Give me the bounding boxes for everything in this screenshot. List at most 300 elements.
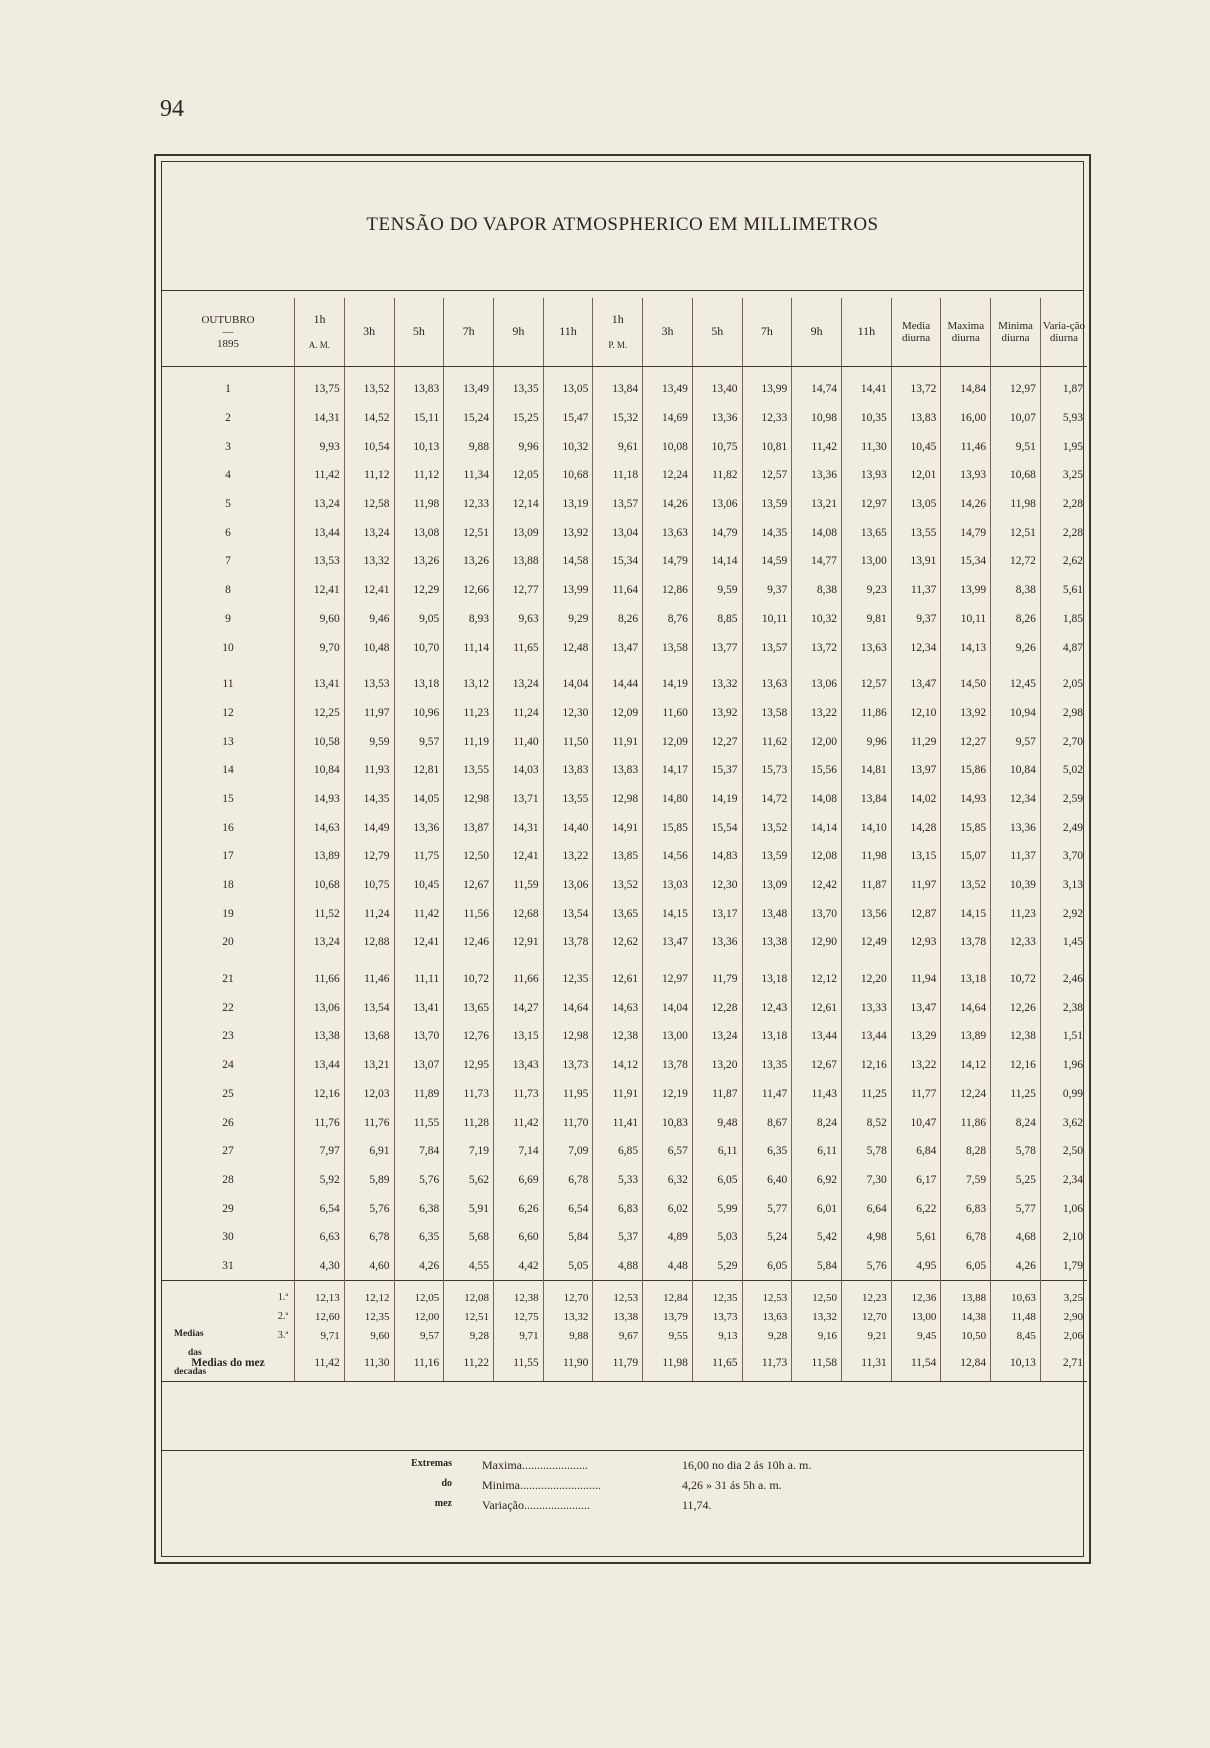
value-cell: 11,42 <box>394 899 444 928</box>
value-cell: 11,75 <box>394 842 444 871</box>
value-cell: 13,36 <box>692 928 742 957</box>
spacer-cell <box>643 367 693 376</box>
spacer-cell <box>742 662 792 670</box>
value-cell: 4,68 <box>991 1223 1041 1252</box>
value-cell: 12,16 <box>295 1080 345 1109</box>
hour-header <box>543 298 593 367</box>
value-cell: 12,48 <box>543 633 593 662</box>
spacer-cell <box>394 957 444 965</box>
extremes-value: 11,74. <box>682 1498 712 1512</box>
spacer-cell <box>991 957 1041 965</box>
value-cell: 5,42 <box>792 1223 842 1252</box>
spacer-cell <box>941 957 991 965</box>
hour-label: 3h <box>363 324 376 339</box>
value-cell: 13,21 <box>792 490 842 519</box>
spacer-cell <box>643 957 693 965</box>
value-cell: 11,42 <box>295 461 345 490</box>
value-cell: 10,72 <box>444 965 494 994</box>
value-cell: 12,50 <box>444 842 494 871</box>
day-row <box>162 670 1087 699</box>
value-cell: 12,38 <box>991 1022 1041 1051</box>
value-cell: 13,35 <box>742 1051 792 1080</box>
spacer-cell <box>444 662 494 670</box>
value-cell: 13,44 <box>792 1022 842 1051</box>
value-cell: 12,16 <box>841 1051 891 1080</box>
value-cell: 4,30 <box>295 1252 345 1281</box>
value-cell: 12,05 <box>493 461 543 490</box>
hour-header <box>295 298 345 367</box>
value-cell: 12,20 <box>841 965 891 994</box>
value-cell: 12,76 <box>444 1022 494 1051</box>
day-row <box>162 928 1087 957</box>
value-cell: 4,26 <box>991 1252 1041 1281</box>
value-cell: 3,62 <box>1040 1108 1087 1137</box>
extremes-row <box>392 1498 1052 1518</box>
value-cell: 13,24 <box>295 490 345 519</box>
value-cell: 10,81 <box>742 432 792 461</box>
day-row <box>162 1166 1087 1195</box>
decade-value-cell: 12,60 <box>295 1307 345 1326</box>
value-cell: 13,53 <box>344 670 394 699</box>
value-cell: 1,96 <box>1040 1051 1087 1080</box>
day-number: 9 <box>225 612 231 625</box>
value-cell: 13,47 <box>891 670 941 699</box>
day-number: 12 <box>222 706 234 719</box>
value-cell: 10,08 <box>643 432 693 461</box>
value-cell: 13,54 <box>344 993 394 1022</box>
value-cell: 9,59 <box>692 576 742 605</box>
value-cell: 13,49 <box>643 375 693 404</box>
month-mean-value: 11,65 <box>692 1345 742 1382</box>
value-cell: 14,05 <box>394 785 444 814</box>
value-cell: 2,50 <box>1040 1137 1087 1166</box>
value-cell: 10,83 <box>643 1108 693 1137</box>
day-number: 17 <box>222 850 234 863</box>
corner-dash: — <box>222 325 234 338</box>
day-row <box>162 1137 1087 1166</box>
value-cell: 13,52 <box>344 375 394 404</box>
title-rule <box>162 290 1083 291</box>
value-cell: 4,55 <box>444 1252 494 1281</box>
value-cell: 13,12 <box>444 670 494 699</box>
value-cell: 13,18 <box>941 965 991 994</box>
value-cell: 12,77 <box>493 576 543 605</box>
value-cell: 14,31 <box>295 404 345 433</box>
value-cell: 14,80 <box>643 785 693 814</box>
value-cell: 6,84 <box>891 1137 941 1166</box>
value-cell: 10,35 <box>841 404 891 433</box>
value-cell: 5,05 <box>543 1252 593 1281</box>
decade-value-cell: 9,13 <box>692 1326 742 1345</box>
value-cell: 14,69 <box>643 404 693 433</box>
value-cell: 11,42 <box>792 432 842 461</box>
value-cell: 11,98 <box>991 490 1041 519</box>
value-cell: 13,48 <box>742 899 792 928</box>
value-cell: 6,05 <box>941 1252 991 1281</box>
value-cell: 13,93 <box>941 461 991 490</box>
value-cell: 12,97 <box>991 375 1041 404</box>
value-cell: 5,62 <box>444 1166 494 1195</box>
value-cell: 14,64 <box>941 993 991 1022</box>
value-cell: 6,92 <box>792 1166 842 1195</box>
extremes-row <box>392 1478 1052 1498</box>
day-row <box>162 490 1087 519</box>
day-row <box>162 1223 1087 1252</box>
hour-header <box>742 298 792 367</box>
value-cell: 11,52 <box>295 899 345 928</box>
value-cell: 9,81 <box>841 605 891 634</box>
value-cell: 13,15 <box>493 1022 543 1051</box>
value-cell: 8,38 <box>792 576 842 605</box>
value-cell: 12,81 <box>394 756 444 785</box>
decade-value-cell: 9,16 <box>792 1326 842 1345</box>
value-cell: 12,79 <box>344 842 394 871</box>
value-cell: 1,06 <box>1040 1194 1087 1223</box>
value-cell: 9,26 <box>991 633 1041 662</box>
decade-value-cell: 9,28 <box>444 1326 494 1345</box>
value-cell: 4,60 <box>344 1252 394 1281</box>
spacer-cell <box>643 662 693 670</box>
value-cell: 6,83 <box>593 1194 643 1223</box>
day-row <box>162 404 1087 433</box>
value-cell: 13,19 <box>543 490 593 519</box>
value-cell: 15,85 <box>941 813 991 842</box>
value-cell: 14,03 <box>493 756 543 785</box>
day-number: 25 <box>222 1087 234 1100</box>
value-cell: 13,20 <box>692 1051 742 1080</box>
value-cell: 11,70 <box>543 1108 593 1137</box>
day-row <box>162 727 1087 756</box>
value-cell: 11,66 <box>493 965 543 994</box>
value-cell: 6,17 <box>891 1166 941 1195</box>
value-cell: 6,78 <box>941 1223 991 1252</box>
value-cell: 13,44 <box>841 1022 891 1051</box>
value-cell: 8,26 <box>593 605 643 634</box>
value-cell: 11,25 <box>841 1080 891 1109</box>
extremes-key: Variação...................... <box>482 1498 590 1512</box>
decade-number: 1.ª <box>277 1292 289 1304</box>
value-cell: 12,97 <box>643 965 693 994</box>
value-cell: 11,73 <box>444 1080 494 1109</box>
decade-value-cell: 9,28 <box>742 1326 792 1345</box>
value-cell: 11,34 <box>444 461 494 490</box>
value-cell: 11,73 <box>493 1080 543 1109</box>
value-cell: 7,59 <box>941 1166 991 1195</box>
value-cell: 14,26 <box>643 490 693 519</box>
value-cell: 13,05 <box>891 490 941 519</box>
day-number: 11 <box>222 678 234 691</box>
hour-label: 9h <box>512 324 525 339</box>
month-mean-value: 11,79 <box>593 1345 643 1382</box>
value-cell: 13,99 <box>742 375 792 404</box>
spacer-cell <box>162 367 295 376</box>
spacer-cell <box>841 662 891 670</box>
decade-value-cell: 12,13 <box>295 1285 345 1307</box>
value-cell: 16,00 <box>941 404 991 433</box>
decade-value-cell: 9,21 <box>841 1326 891 1345</box>
value-cell: 7,09 <box>543 1137 593 1166</box>
value-cell: 11,12 <box>394 461 444 490</box>
day-number: 16 <box>222 821 234 834</box>
spacer-cell <box>692 367 742 376</box>
value-cell: 14,79 <box>643 547 693 576</box>
value-cell: 14,84 <box>941 375 991 404</box>
decade-value-cell: 12,70 <box>841 1307 891 1326</box>
value-cell: 15,56 <box>792 756 842 785</box>
day-row <box>162 1051 1087 1080</box>
value-cell: 10,68 <box>991 461 1041 490</box>
value-cell: 13,57 <box>742 633 792 662</box>
value-cell: 13,71 <box>493 785 543 814</box>
value-cell: 13,32 <box>344 547 394 576</box>
value-cell: 10,72 <box>991 965 1041 994</box>
value-cell: 14,72 <box>742 785 792 814</box>
value-cell: 13,65 <box>593 899 643 928</box>
decade-number: 2.ª <box>277 1311 289 1323</box>
value-cell: 15,37 <box>692 756 742 785</box>
value-cell: 2,28 <box>1040 518 1087 547</box>
value-cell: 11,86 <box>941 1108 991 1137</box>
value-cell: 2,46 <box>1040 965 1087 994</box>
spacer-cell <box>295 662 345 670</box>
value-cell: 6,11 <box>792 1137 842 1166</box>
value-cell: 12,42 <box>792 871 842 900</box>
corner-year: 1895 <box>217 338 240 351</box>
value-cell: 3,25 <box>1040 461 1087 490</box>
value-cell: 12,57 <box>742 461 792 490</box>
value-cell: 1,95 <box>1040 432 1087 461</box>
day-number: 26 <box>222 1116 234 1129</box>
value-cell: 5,61 <box>1040 576 1087 605</box>
value-cell: 14,63 <box>593 993 643 1022</box>
value-cell: 13,55 <box>543 785 593 814</box>
spacer-cell <box>1040 662 1087 670</box>
value-cell: 2,28 <box>1040 490 1087 519</box>
value-cell: 11,94 <box>891 965 941 994</box>
day-number: 5 <box>225 498 231 511</box>
day-row <box>162 633 1087 662</box>
value-cell: 11,97 <box>344 699 394 728</box>
day-number: 15 <box>222 792 234 805</box>
value-cell: 13,72 <box>891 375 941 404</box>
corner-header <box>162 298 295 367</box>
minima-diurna-header: Minima diurna <box>991 298 1041 367</box>
table-frame <box>154 154 1091 1564</box>
month-mean-value: 11,98 <box>643 1345 693 1382</box>
extremes-row <box>392 1458 1052 1478</box>
value-cell: 1,45 <box>1040 928 1087 957</box>
value-cell: 9,96 <box>841 727 891 756</box>
value-cell: 13,78 <box>543 928 593 957</box>
value-cell: 13,18 <box>742 1022 792 1051</box>
decade-value-cell: 11,48 <box>991 1307 1041 1326</box>
value-cell: 5,25 <box>991 1166 1041 1195</box>
value-cell: 5,78 <box>991 1137 1041 1166</box>
decade-value-cell: 12,08 <box>444 1285 494 1307</box>
value-cell: 13,09 <box>493 518 543 547</box>
value-cell: 14,15 <box>643 899 693 928</box>
decade-value-cell: 9,55 <box>643 1326 693 1345</box>
value-cell: 8,28 <box>941 1137 991 1166</box>
day-row <box>162 547 1087 576</box>
value-cell: 5,68 <box>444 1223 494 1252</box>
value-cell: 13,63 <box>841 633 891 662</box>
value-cell: 11,19 <box>444 727 494 756</box>
value-cell: 8,67 <box>742 1108 792 1137</box>
value-cell: 14,41 <box>841 375 891 404</box>
value-cell: 14,14 <box>792 813 842 842</box>
value-cell: 6,64 <box>841 1194 891 1223</box>
value-cell: 5,99 <box>692 1194 742 1223</box>
value-cell: 13,44 <box>295 1051 345 1080</box>
value-cell: 13,00 <box>841 547 891 576</box>
day-row <box>162 1252 1087 1281</box>
value-cell: 11,23 <box>991 899 1041 928</box>
value-cell: 6,57 <box>643 1137 693 1166</box>
decade-value-cell: 12,50 <box>792 1285 842 1307</box>
value-cell: 12,61 <box>792 993 842 1022</box>
value-cell: 14,91 <box>593 813 643 842</box>
value-cell: 6,91 <box>344 1137 394 1166</box>
value-cell: 13,58 <box>643 633 693 662</box>
decade-value-cell: 12,00 <box>394 1307 444 1326</box>
value-cell: 12,98 <box>543 1022 593 1051</box>
day-number: 7 <box>225 555 231 568</box>
decade-value-cell: 10,50 <box>941 1326 991 1345</box>
value-cell: 13,36 <box>991 813 1041 842</box>
day-number: 2 <box>225 412 231 425</box>
month-mean-value: 12,84 <box>941 1345 991 1382</box>
month-mean-value: 11,55 <box>493 1345 543 1382</box>
month-mean-value: 11,58 <box>792 1345 842 1382</box>
value-cell: 12,43 <box>742 993 792 1022</box>
decade-value-cell: 9,57 <box>394 1326 444 1345</box>
value-cell: 13,68 <box>344 1022 394 1051</box>
value-cell: 2,70 <box>1040 727 1087 756</box>
spacer-cell <box>543 957 593 965</box>
value-cell: 13,89 <box>295 842 345 871</box>
decade-value-cell: 12,12 <box>344 1285 394 1307</box>
day-number: 20 <box>222 936 234 949</box>
value-cell: 13,06 <box>543 871 593 900</box>
value-cell: 15,34 <box>593 547 643 576</box>
value-cell: 6,38 <box>394 1194 444 1223</box>
spacer-cell <box>1040 367 1087 376</box>
month-mean-value: 11,90 <box>543 1345 593 1382</box>
spacer-cell <box>991 367 1041 376</box>
value-cell: 5,02 <box>1040 756 1087 785</box>
value-cell: 11,93 <box>344 756 394 785</box>
decade-value-cell: 13,88 <box>941 1285 991 1307</box>
day-number: 4 <box>225 469 231 482</box>
value-cell: 11,76 <box>295 1108 345 1137</box>
spacer-cell <box>692 957 742 965</box>
value-cell: 4,26 <box>394 1252 444 1281</box>
value-cell: 13,24 <box>295 928 345 957</box>
value-cell: 2,98 <box>1040 699 1087 728</box>
value-cell: 5,92 <box>295 1166 345 1195</box>
value-cell: 13,70 <box>792 899 842 928</box>
value-cell: 11,42 <box>493 1108 543 1137</box>
value-cell: 11,56 <box>444 899 494 928</box>
hour-label: 11h <box>857 324 876 339</box>
value-cell: 14,77 <box>792 547 842 576</box>
value-cell: 13,47 <box>643 928 693 957</box>
value-cell: 9,88 <box>444 432 494 461</box>
spacer-cell <box>792 367 842 376</box>
decade-value-cell: 12,38 <box>493 1285 543 1307</box>
value-cell: 7,30 <box>841 1166 891 1195</box>
spacer-cell <box>742 957 792 965</box>
value-cell: 13,56 <box>841 899 891 928</box>
value-cell: 13,07 <box>394 1051 444 1080</box>
value-cell: 13,58 <box>742 699 792 728</box>
value-cell: 12,24 <box>643 461 693 490</box>
decade-value-cell: 9,45 <box>891 1326 941 1345</box>
day-row <box>162 965 1087 994</box>
hour-label: 1h <box>313 312 326 327</box>
value-cell: 10,75 <box>344 871 394 900</box>
hour-header <box>493 298 543 367</box>
header-row <box>162 298 1087 367</box>
spacer-cell <box>295 367 345 376</box>
value-cell: 13,63 <box>643 518 693 547</box>
spacer-cell <box>941 367 991 376</box>
hour-header <box>643 298 693 367</box>
value-cell: 13,84 <box>593 375 643 404</box>
hour-label: 9h <box>810 324 823 339</box>
month-mean-row <box>162 1345 1087 1382</box>
value-cell: 6,26 <box>493 1194 543 1223</box>
value-cell: 11,25 <box>991 1080 1041 1109</box>
value-cell: 2,49 <box>1040 813 1087 842</box>
value-cell: 12,67 <box>444 871 494 900</box>
day-number: 31 <box>222 1259 234 1272</box>
decade-value-cell: 12,23 <box>841 1285 891 1307</box>
value-cell: 15,24 <box>444 404 494 433</box>
value-cell: 10,47 <box>891 1108 941 1137</box>
value-cell: 13,06 <box>692 490 742 519</box>
value-cell: 13,24 <box>692 1022 742 1051</box>
value-cell: 13,26 <box>394 547 444 576</box>
value-cell: 14,59 <box>742 547 792 576</box>
maxima-diurna-header: Maxima diurna <box>941 298 991 367</box>
value-cell: 12,33 <box>991 928 1041 957</box>
value-cell: 13,57 <box>593 490 643 519</box>
value-cell: 10,32 <box>543 432 593 461</box>
value-cell: 5,33 <box>593 1166 643 1195</box>
value-cell: 14,13 <box>941 633 991 662</box>
value-cell: 15,25 <box>493 404 543 433</box>
value-cell: 11,65 <box>493 633 543 662</box>
value-cell: 11,91 <box>593 727 643 756</box>
value-cell: 9,57 <box>394 727 444 756</box>
day-row <box>162 432 1087 461</box>
value-cell: 13,83 <box>394 375 444 404</box>
value-cell: 8,52 <box>841 1108 891 1137</box>
decade-value-cell: 8,45 <box>991 1326 1041 1345</box>
day-number: 3 <box>225 440 231 453</box>
month-mean-value: 2,71 <box>1040 1345 1087 1382</box>
value-cell: 11,41 <box>593 1108 643 1137</box>
value-cell: 13,38 <box>742 928 792 957</box>
value-cell: 10,94 <box>991 699 1041 728</box>
value-cell: 12,08 <box>792 842 842 871</box>
value-cell: 13,84 <box>841 785 891 814</box>
value-cell: 9,96 <box>493 432 543 461</box>
value-cell: 10,48 <box>344 633 394 662</box>
value-cell: 13,36 <box>394 813 444 842</box>
